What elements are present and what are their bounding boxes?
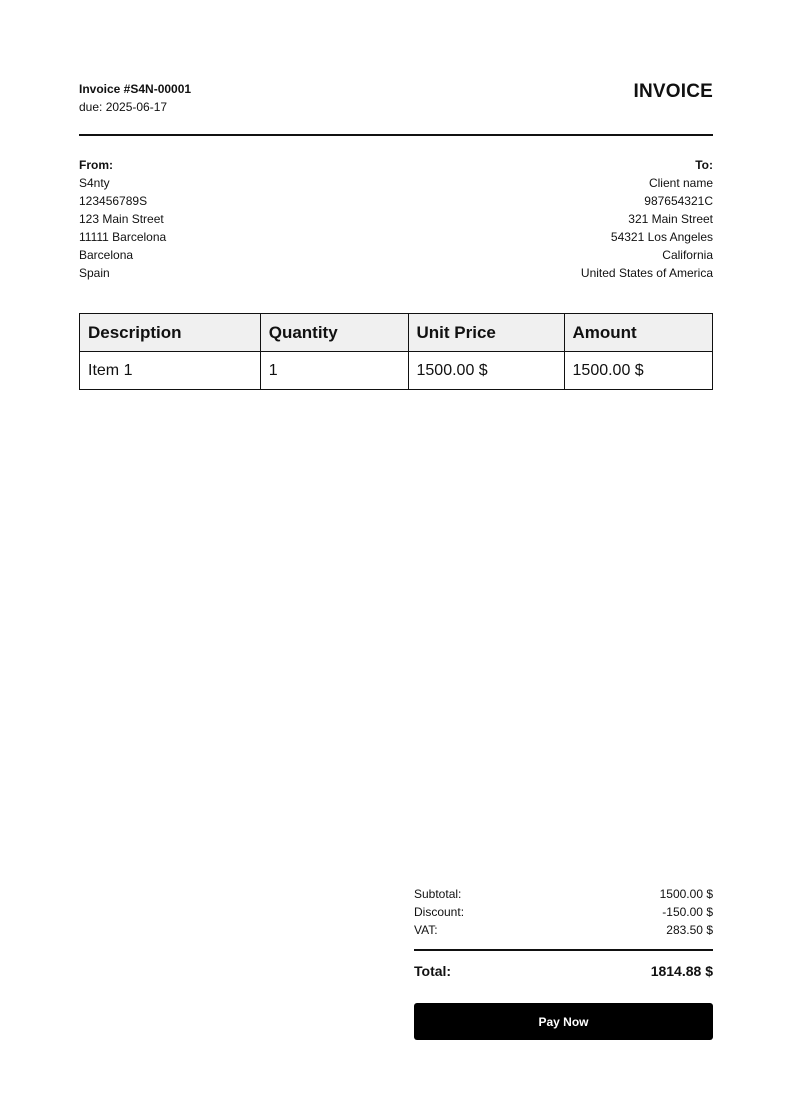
invoice-number: Invoice #S4N-00001	[79, 82, 192, 96]
column-header-quantity: Quantity	[260, 314, 408, 352]
cell-quantity: 1	[260, 352, 408, 390]
header-divider	[79, 134, 713, 136]
from-address	[79, 156, 166, 282]
total-label: Total:	[414, 963, 452, 979]
column-header-amount: Amount	[564, 314, 712, 352]
from-line: 11111 Barcelona	[79, 230, 167, 244]
invoice-meta	[79, 80, 191, 116]
from-line: 123 Main Street	[79, 212, 164, 226]
to-label: To:	[695, 158, 713, 172]
from-line: Spain	[79, 266, 110, 280]
discount-row	[414, 903, 713, 921]
totals-divider	[414, 949, 713, 951]
to-line: California	[662, 248, 713, 262]
to-line: 321 Main Street	[628, 212, 713, 226]
vat-row	[414, 921, 713, 939]
column-header-unit-price: Unit Price	[408, 314, 564, 352]
cell-amount: 1500.00 $	[564, 352, 712, 390]
column-header-description: Description	[80, 314, 261, 352]
from-line: 123456789S	[79, 194, 148, 208]
to-line: United States of America	[580, 266, 713, 280]
due-date: due: 2025-06-17	[79, 100, 168, 114]
total-value: 1814.88 $	[650, 963, 713, 979]
to-line: Client name	[648, 176, 713, 190]
subtotal-value: 1500.00 $	[659, 887, 713, 901]
document-title: INVOICE	[633, 81, 713, 102]
pay-now-button[interactable]: Pay Now	[414, 1003, 713, 1040]
table-row	[80, 352, 713, 390]
line-items-table	[79, 313, 713, 390]
from-line: S4nty	[79, 176, 110, 190]
subtotal-row	[414, 885, 713, 903]
vat-value: 283.50 $	[666, 923, 713, 937]
from-label: From:	[79, 158, 113, 172]
subtotal-label: Subtotal:	[414, 887, 462, 901]
from-line: Barcelona	[79, 248, 134, 262]
discount-value: -150.00 $	[662, 905, 713, 919]
cell-unit-price: 1500.00 $	[408, 352, 564, 390]
to-line: 987654321C	[644, 194, 713, 208]
to-address	[581, 156, 713, 282]
vat-label: VAT:	[414, 923, 438, 937]
table-header-row	[80, 314, 713, 352]
cell-description: Item 1	[80, 352, 261, 390]
total-row	[414, 963, 713, 979]
to-line: 54321 Los Angeles	[610, 230, 713, 244]
discount-label: Discount:	[414, 905, 465, 919]
totals-summary	[414, 885, 713, 979]
